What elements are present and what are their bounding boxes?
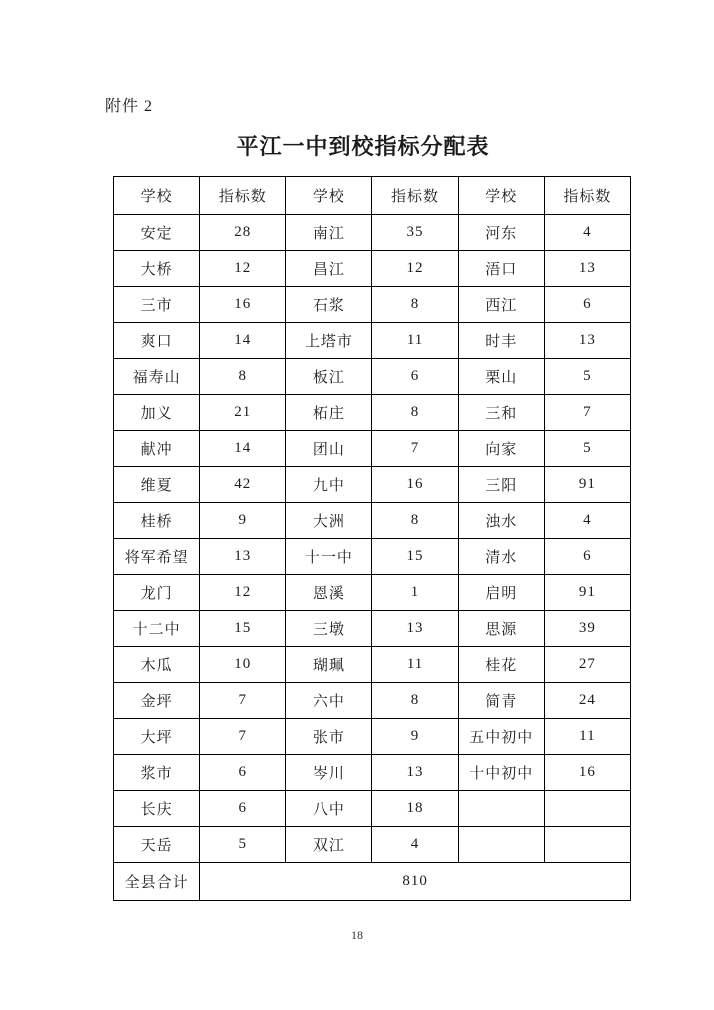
school-cell: 将军希望 xyxy=(114,539,200,575)
school-cell: 维夏 xyxy=(114,467,200,503)
school-cell: 龙门 xyxy=(114,575,200,611)
table-row xyxy=(114,611,631,647)
school-cell: 十一中 xyxy=(286,539,372,575)
table-row xyxy=(114,575,631,611)
school-cell: 桂桥 xyxy=(114,503,200,539)
quota-cell: 5 xyxy=(544,431,630,467)
school-cell: 昌江 xyxy=(286,251,372,287)
quota-cell: 18 xyxy=(372,791,458,827)
table-body xyxy=(114,215,631,863)
quota-cell: 24 xyxy=(544,683,630,719)
school-cell: 清水 xyxy=(458,539,544,575)
school-cell: 启明 xyxy=(458,575,544,611)
table-row xyxy=(114,791,631,827)
quota-cell: 14 xyxy=(200,323,286,359)
school-cell: 张市 xyxy=(286,719,372,755)
table-row xyxy=(114,503,631,539)
school-cell: 南江 xyxy=(286,215,372,251)
quota-cell: 11 xyxy=(372,323,458,359)
school-cell: 大坪 xyxy=(114,719,200,755)
table-row xyxy=(114,683,631,719)
header-cell-quota-2: 指标数 xyxy=(372,177,458,215)
school-cell: 河东 xyxy=(458,215,544,251)
quota-cell: 13 xyxy=(200,539,286,575)
school-cell: 献冲 xyxy=(114,431,200,467)
quota-cell: 11 xyxy=(372,647,458,683)
school-cell: 十二中 xyxy=(114,611,200,647)
header-cell-school-1: 学校 xyxy=(114,177,200,215)
table-row xyxy=(114,359,631,395)
school-cell: 加义 xyxy=(114,395,200,431)
header-cell-quota-1: 指标数 xyxy=(200,177,286,215)
quota-table xyxy=(113,176,631,901)
school-cell: 简青 xyxy=(458,683,544,719)
quota-cell: 4 xyxy=(372,827,458,863)
quota-cell: 15 xyxy=(200,611,286,647)
quota-cell: 11 xyxy=(544,719,630,755)
school-cell: 八中 xyxy=(286,791,372,827)
quota-cell: 7 xyxy=(200,683,286,719)
header-cell-school-2: 学校 xyxy=(286,177,372,215)
quota-cell: 4 xyxy=(544,215,630,251)
quota-cell: 13 xyxy=(372,611,458,647)
table-row xyxy=(114,827,631,863)
school-cell: 时丰 xyxy=(458,323,544,359)
school-cell xyxy=(458,827,544,863)
school-cell xyxy=(458,791,544,827)
quota-cell: 27 xyxy=(544,647,630,683)
header-cell-school-3: 学校 xyxy=(458,177,544,215)
quota-cell: 6 xyxy=(372,359,458,395)
quota-cell: 12 xyxy=(372,251,458,287)
quota-cell: 6 xyxy=(200,755,286,791)
quota-cell xyxy=(544,791,630,827)
quota-cell: 12 xyxy=(200,251,286,287)
quota-cell: 91 xyxy=(544,575,630,611)
quota-cell: 1 xyxy=(372,575,458,611)
school-cell: 大洲 xyxy=(286,503,372,539)
quota-cell: 39 xyxy=(544,611,630,647)
table-row xyxy=(114,467,631,503)
quota-cell: 6 xyxy=(544,539,630,575)
school-cell: 五中初中 xyxy=(458,719,544,755)
school-cell: 浊水 xyxy=(458,503,544,539)
quota-cell: 4 xyxy=(544,503,630,539)
quota-cell: 5 xyxy=(200,827,286,863)
quota-cell: 6 xyxy=(544,287,630,323)
header-cell-quota-3: 指标数 xyxy=(544,177,630,215)
school-cell: 岑川 xyxy=(286,755,372,791)
school-cell: 金坪 xyxy=(114,683,200,719)
table-row xyxy=(114,431,631,467)
school-cell: 天岳 xyxy=(114,827,200,863)
school-cell: 双江 xyxy=(286,827,372,863)
quota-cell: 7 xyxy=(372,431,458,467)
school-cell: 福寿山 xyxy=(114,359,200,395)
school-cell: 板江 xyxy=(286,359,372,395)
quota-cell: 28 xyxy=(200,215,286,251)
quota-cell: 35 xyxy=(372,215,458,251)
school-cell: 十中初中 xyxy=(458,755,544,791)
school-cell: 三和 xyxy=(458,395,544,431)
school-cell: 木瓜 xyxy=(114,647,200,683)
quota-cell: 15 xyxy=(372,539,458,575)
school-cell: 九中 xyxy=(286,467,372,503)
school-cell: 向家 xyxy=(458,431,544,467)
quota-cell: 13 xyxy=(544,251,630,287)
quota-cell: 42 xyxy=(200,467,286,503)
school-cell: 瑚珮 xyxy=(286,647,372,683)
table-row xyxy=(114,323,631,359)
quota-cell: 13 xyxy=(544,323,630,359)
quota-cell: 7 xyxy=(544,395,630,431)
table-row xyxy=(114,215,631,251)
footer-row xyxy=(114,863,631,901)
quota-cell: 21 xyxy=(200,395,286,431)
school-cell: 团山 xyxy=(286,431,372,467)
total-value: 810 xyxy=(200,863,631,901)
table-row xyxy=(114,755,631,791)
quota-cell: 6 xyxy=(200,791,286,827)
school-cell: 栗山 xyxy=(458,359,544,395)
school-cell: 石浆 xyxy=(286,287,372,323)
quota-cell: 16 xyxy=(372,467,458,503)
school-cell: 西江 xyxy=(458,287,544,323)
school-cell: 三市 xyxy=(114,287,200,323)
table-header-row xyxy=(114,177,631,215)
table-row xyxy=(114,395,631,431)
quota-cell: 9 xyxy=(372,719,458,755)
quota-cell: 91 xyxy=(544,467,630,503)
quota-cell: 12 xyxy=(200,575,286,611)
quota-cell: 8 xyxy=(200,359,286,395)
quota-cell: 14 xyxy=(200,431,286,467)
quota-cell: 8 xyxy=(372,395,458,431)
school-cell: 安定 xyxy=(114,215,200,251)
school-cell: 六中 xyxy=(286,683,372,719)
table-row xyxy=(114,539,631,575)
school-cell: 爽口 xyxy=(114,323,200,359)
table-row xyxy=(114,251,631,287)
school-cell: 思源 xyxy=(458,611,544,647)
quota-cell: 8 xyxy=(372,287,458,323)
quota-cell: 13 xyxy=(372,755,458,791)
school-cell: 三墩 xyxy=(286,611,372,647)
quota-cell: 8 xyxy=(372,683,458,719)
table-row xyxy=(114,719,631,755)
quota-cell: 16 xyxy=(200,287,286,323)
school-cell: 上塔市 xyxy=(286,323,372,359)
total-label: 全县合计 xyxy=(114,863,200,901)
attachment-label: 附件 2 xyxy=(105,98,154,115)
page-number: 18 xyxy=(351,928,363,942)
quota-cell: 9 xyxy=(200,503,286,539)
school-cell: 大桥 xyxy=(114,251,200,287)
quota-cell xyxy=(544,827,630,863)
quota-cell: 5 xyxy=(544,359,630,395)
quota-cell: 7 xyxy=(200,719,286,755)
school-cell: 柘庄 xyxy=(286,395,372,431)
quota-cell: 16 xyxy=(544,755,630,791)
school-cell: 桂花 xyxy=(458,647,544,683)
page-title: 平江一中到校指标分配表 xyxy=(236,134,490,159)
school-cell: 长庆 xyxy=(114,791,200,827)
quota-cell: 8 xyxy=(372,503,458,539)
table-row xyxy=(114,647,631,683)
school-cell: 三阳 xyxy=(458,467,544,503)
table-row xyxy=(114,287,631,323)
quota-cell: 10 xyxy=(200,647,286,683)
school-cell: 浯口 xyxy=(458,251,544,287)
school-cell: 恩溪 xyxy=(286,575,372,611)
school-cell: 浆市 xyxy=(114,755,200,791)
